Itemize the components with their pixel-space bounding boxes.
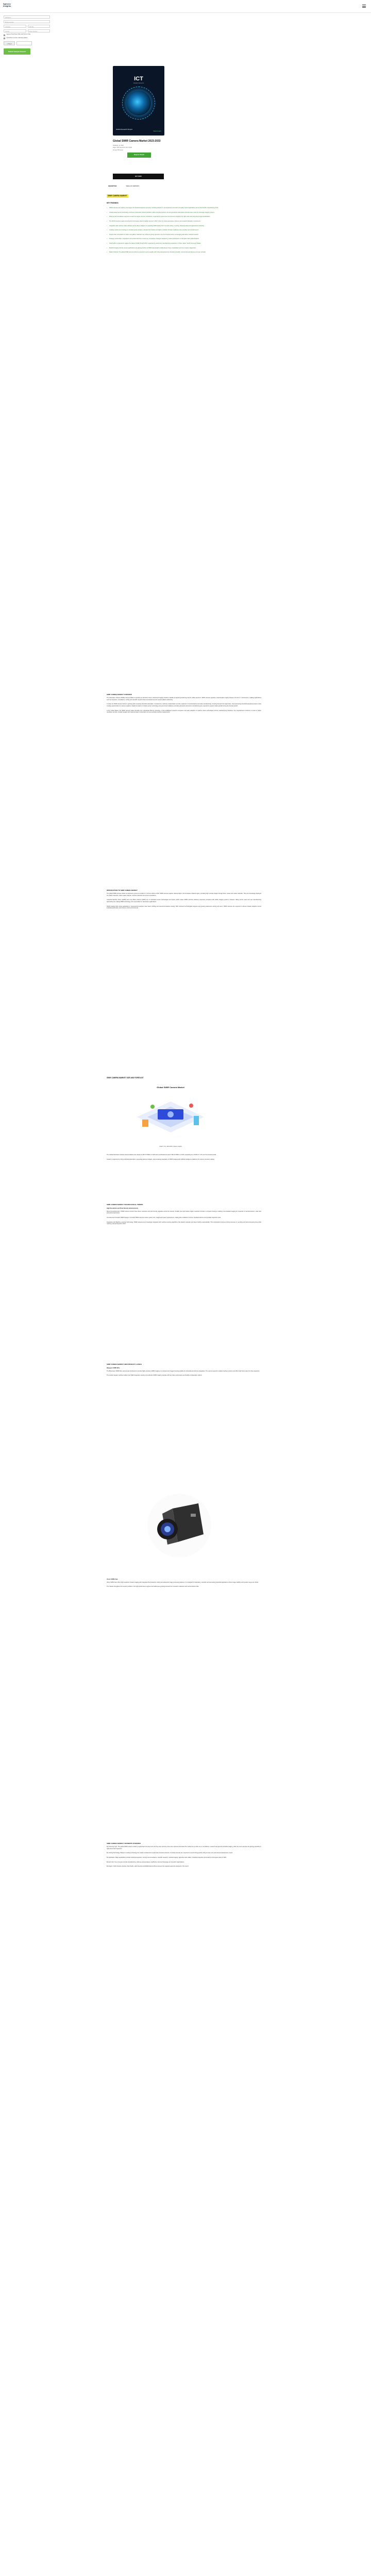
list-item: • InGaAs-based sensor technology continues to dominate product portfolios, while emerging quantum dot and germanium alternatives promise lower costs for mid-range imaging systems. <box>107 212 261 214</box>
paragraph: The Shortwave Infrared (SWIR) Camera Market is growing as industries look to advanced imaging solutions capable of capturing detail beyond the visible spectrum. SWIR cameras operate in wavelengths roughly between 0.9 and 1.7 micrometers, enabling applications such as inspection, surveillance, sorting and scientific research that conventional sensors cannot address effectively. <box>107 697 261 701</box>
section-title-main: SWIR CAMERA MARKET <box>108 195 127 197</box>
site-logo[interactable]: Spherix Insights <box>3 3 11 8</box>
swir-camera-image <box>147 1493 212 1558</box>
paragraph: In the United States, the SWIR camera market benefits from substantial defense spending, a well established research ecosystem and early adoption of machine vision technologies across manufacturing industries. Key manufacturers continue to invest in higher resolution sensors, compact designs and reduced power consumption to meet evolving customer requirements. <box>107 709 261 714</box>
list-item: • Strategic partnerships, acquisitions and product launches remain key competitive strategies adopted by market participants to strengthen their global footprint. <box>107 238 261 240</box>
buy-now-button[interactable]: BUY NOW <box>113 174 164 179</box>
tech-section <box>107 1200 261 1228</box>
country-field[interactable]: Country <box>4 29 26 32</box>
paragraph: Industrial Machine Vision (SWIR) and Long Wave Infrared (LWIR) rely on dedicated sensor technologies and optics, which makes SWIR cameras relatively expensive compared with visible imaging systems. However, falling sensor costs and new manufacturing approaches are making SWIR technology more accessible for mainstream applications. <box>107 899 261 903</box>
list-item: • Defense and surveillance segments remain the largest revenue contributors, supported by government procurement programs for night vision and long-range target identification. <box>107 216 261 218</box>
launch-title: SWIR CAMERA MARKET: NEW PRODUCT LAUNCH <box>107 1363 142 1365</box>
overview-section <box>107 690 261 716</box>
full-name-field[interactable]: Full Name <box>4 15 50 19</box>
privacy-checkbox[interactable]: I agree to the Privacy Policy and Terms of Use <box>4 34 50 36</box>
tab-description[interactable]: DESCRIPTION <box>108 185 117 188</box>
captcha <box>4 41 50 45</box>
marketing-checkbox[interactable]: I would like to receive marketing updates <box>4 38 50 40</box>
segment-title: SWIR CAMERA MARKET: SEGMENTS OVERVIEW <box>107 1842 141 1844</box>
list-item: • Supply chain constraints for indium and gallium materials may influence pricing dynamics over the forecast period, encouraging alternative material research. <box>107 234 261 236</box>
captcha-input[interactable] <box>16 41 32 45</box>
list-item: • Market Outlook: The global SWIR camera market is expected to grow steadily, with rising demand across industrial, scientific, commercial and defense end-user verticals. <box>107 251 261 253</box>
paragraph: Recent developments in SWIR camera sensors have driven resolution and pixel density upgrades across the industry. Smaller pixel pitch allows higher resolution formats in compact housings, enabling more detailed imaging for inspection of semiconductors, solar cells and printed electronics. <box>107 1210 261 1214</box>
paragraph: The global SWIR camera market is projected to grow at a CAGR of 7.1% from 2023 to 2033. SWIR cameras capture reflected light in the shortwave infrared region, providing high contrast images through haze, smoke and certain materials. They are increasingly deployed for quality inspection, silicon wafer analysis, moisture detection and covert surveillance. <box>107 893 261 896</box>
paragraph: The BlueGreen SWIR Wire camera was introduced to provide highly sensitive SWIR imaging in a compact and rugged housing suitable for industrial and defense integration. The camera supports multiple interface options and offers high frame rates for inline inspection. <box>107 1370 260 1372</box>
size-section <box>107 1154 261 1163</box>
paragraph: In India, the SWIR camera market is growing with increasing industrial automation, investments in defense modernization and the expansion of semiconductor and solar manufacturing. Growing demand from agriculture, food processing and pharmaceutical sectors is also creating opportunities for camera suppliers. Rapid innovation in InGaAs sensor technology and government initiatives promoting domestic electronics manufacturing are expected to support market growth during the forecast period. <box>107 703 261 707</box>
list-item: • Medical imaging and life science applications are gaining traction as SWIR wavelengths enable deeper tissue visualization and non-invasive diagnostics. <box>107 247 261 249</box>
report-meta: Published: Jun 2023 Pages: 180 | Report ID: SI-ICT-2033 Format: PDF, Excel <box>113 145 132 151</box>
intro-section <box>107 886 261 912</box>
job-title-field[interactable]: Job Title <box>28 25 50 28</box>
list-item: • Asia Pacific is projected to register the fastest CAGR through 2033, supported by electronics manufacturing expansion in China, Japan, South Korea and Taiwan. <box>107 243 261 245</box>
tech-subtitle: High Resolution and Pixel Density Advancements <box>107 1208 139 1210</box>
list-item: • SWIR cameras are reaching new degree of industrial inspection accuracy, boosting adoption in semiconductor and solar cell quality control applications across Asia Pacific manufacturing hubs. <box>107 207 261 209</box>
tab-table-of-contents[interactable]: TABLE OF CONTENTS <box>126 185 139 188</box>
paragraph: Vision SWIR-Cam offers high-resolution InGaAs imaging with integrated thermoelectric cooling and advanced image processing features. It is designed for laboratory, scientific and demanding industrial applications where image stability and dynamic range are critical. <box>107 1581 259 1583</box>
paragraph: By Scanning Type: The global SWIR camera market is segmented into area scan and line scan cameras. Area scan cameras dominated the market due to wide use in surveillance, research and general industrial imaging, while line scan cameras are gaining popularity in high-speed web inspection. <box>107 1846 261 1850</box>
email-field[interactable]: Business Email <box>4 20 50 23</box>
report-title: Global SWIR Camera Market 2023-2033 <box>113 140 161 143</box>
segment-section <box>107 1839 261 1870</box>
list-item: • Integration with machine vision software and AI-driven analytics is expanding SWIR deployment into food sorting, recycling, pharmaceutical and agricultural monitoring. <box>107 225 261 227</box>
paragraph: Integration with Machine Learning Technology: SWIR cameras are increasingly integrated with machine learning algorithms that classify materials and detect defects automatically. This combination improves sorting accuracy in recycling and food processing lines while reducing manual inspection effort. <box>107 1221 261 1225</box>
paragraph: SWIR imaging finds strong application in hyperspectral analysis, laser beam profiling and telecommunications testing. With continued technological progress and growing awareness among end-users, SWIR cameras are expected to witness broader adoption across industrial automation and process control environments. <box>107 905 261 909</box>
list-item: • The North American region accounted for the largest share of global revenue in 2023, driven by strong aerospace, defense and research laboratory investments. <box>107 221 261 223</box>
phone-field[interactable]: Phone Number <box>28 29 50 32</box>
checkbox-box[interactable] <box>4 38 5 39</box>
vision-subtitle: Vision SWIR-Cam <box>107 1579 118 1580</box>
tech-title: SWIR CAMERA MARKET TECHNOLOGICAL TRENDS <box>107 1204 143 1206</box>
menu-icon[interactable] <box>362 5 366 8</box>
cover-footer: Global Research Report <box>116 128 133 130</box>
header-divider <box>0 12 371 13</box>
key-findings <box>107 207 261 256</box>
paragraph: By Cooling Technology: Based on cooling technology the market is divided into cooled and uncooled cameras. Uncooled cameras are expected to record strong growth owing to lower cost and reduced maintenance needs. <box>107 1852 233 1854</box>
overview-title: SWIR CAMERA MARKET OVERVIEW <box>107 693 132 696</box>
key-findings-list <box>107 207 261 253</box>
checkbox-box[interactable] <box>4 35 5 36</box>
cover-brand: Spherix Insights <box>153 130 161 132</box>
company-field[interactable]: Company <box>4 25 26 28</box>
paragraph: By Region: North America, Europe, Asia Pacific, Latin America and Middle East & Africa represent the regional segments analysed in this report. <box>107 1866 189 1868</box>
key-findings-title: KEY FINDINGS <box>107 202 119 204</box>
request-sample-button[interactable]: Request Sample <box>127 152 151 158</box>
paragraph: The product targets machine builders and OEM integrators seeking cost-effective SWIR imaging modules with low noise performance and flexible configuration options. <box>107 1375 203 1377</box>
figure-title: Global SWIR Camera Market <box>157 1086 184 1089</box>
paragraph: Growth is supported by rising industrial automation, expanding defense budgets, and increasing integration of SWIR imaging with artificial intelligence platforms for real-time decision making. <box>107 1158 215 1160</box>
list-item: • Leading vendors are focusing on uncooled sensor designs, compact form factors and higher resolution formats to address price sensitive commercial buyers. <box>107 229 261 231</box>
submit-button[interactable]: Submit Sample Request <box>4 48 30 55</box>
globe-image <box>126 91 151 115</box>
figure-caption: CAGR 7.1% | 2023-2033 | Spherix Insights <box>159 1146 182 1147</box>
paragraph: By Application: Major applications include industrial inspection, security and surveillance, scientific research, medical imaging, agriculture and military. Industrial inspection accounted for the largest share in 2023. <box>107 1856 227 1858</box>
report-tabs <box>107 184 194 189</box>
market-illustration <box>122 1091 220 1143</box>
size-title: SWIR CAMERA MARKET SIZE AND FORECAST <box>107 1077 144 1079</box>
captcha-code: x7Kp2 <box>4 41 15 45</box>
market-figure <box>122 1086 220 1148</box>
intro-title: INTRODUCTION TO SWIR CAMERA MARKET <box>107 889 138 891</box>
paragraph: The release strengthens the vendor portfolio in the high-performance segment and addresses growing demand from research institutions and semiconductor fabs. <box>107 1586 199 1588</box>
sample-request-form <box>4 15 50 55</box>
paragraph: Uncooled and Compact SWIR Designs: Uncooled SWIR cameras reduce system size, weight and power requirements, making them suitable for drones, handheld devices and portable inspection tools. <box>107 1217 221 1219</box>
launch-section <box>107 1360 261 1379</box>
cover-category: ICT <box>134 76 143 82</box>
report-cover <box>113 66 164 135</box>
paragraph: The Global Shortwave Infrared Camera Market was valued at USD XX Billion in 2023 and is anticipated to reach USD XX Billion in 2033, expanding at a CAGR of 7.1% over the forecast period. <box>107 1154 216 1156</box>
vision-section <box>107 1577 261 1590</box>
launch-subtitle: Bluegeen SWIR Wire <box>107 1367 120 1369</box>
paragraph: By End User: Key end-users include manufacturing, defense and aerospace, healthcare, food and beverage and research organizations. <box>107 1861 185 1863</box>
cover-subtitle: SPHERIX INSIGHTS <box>133 83 144 84</box>
